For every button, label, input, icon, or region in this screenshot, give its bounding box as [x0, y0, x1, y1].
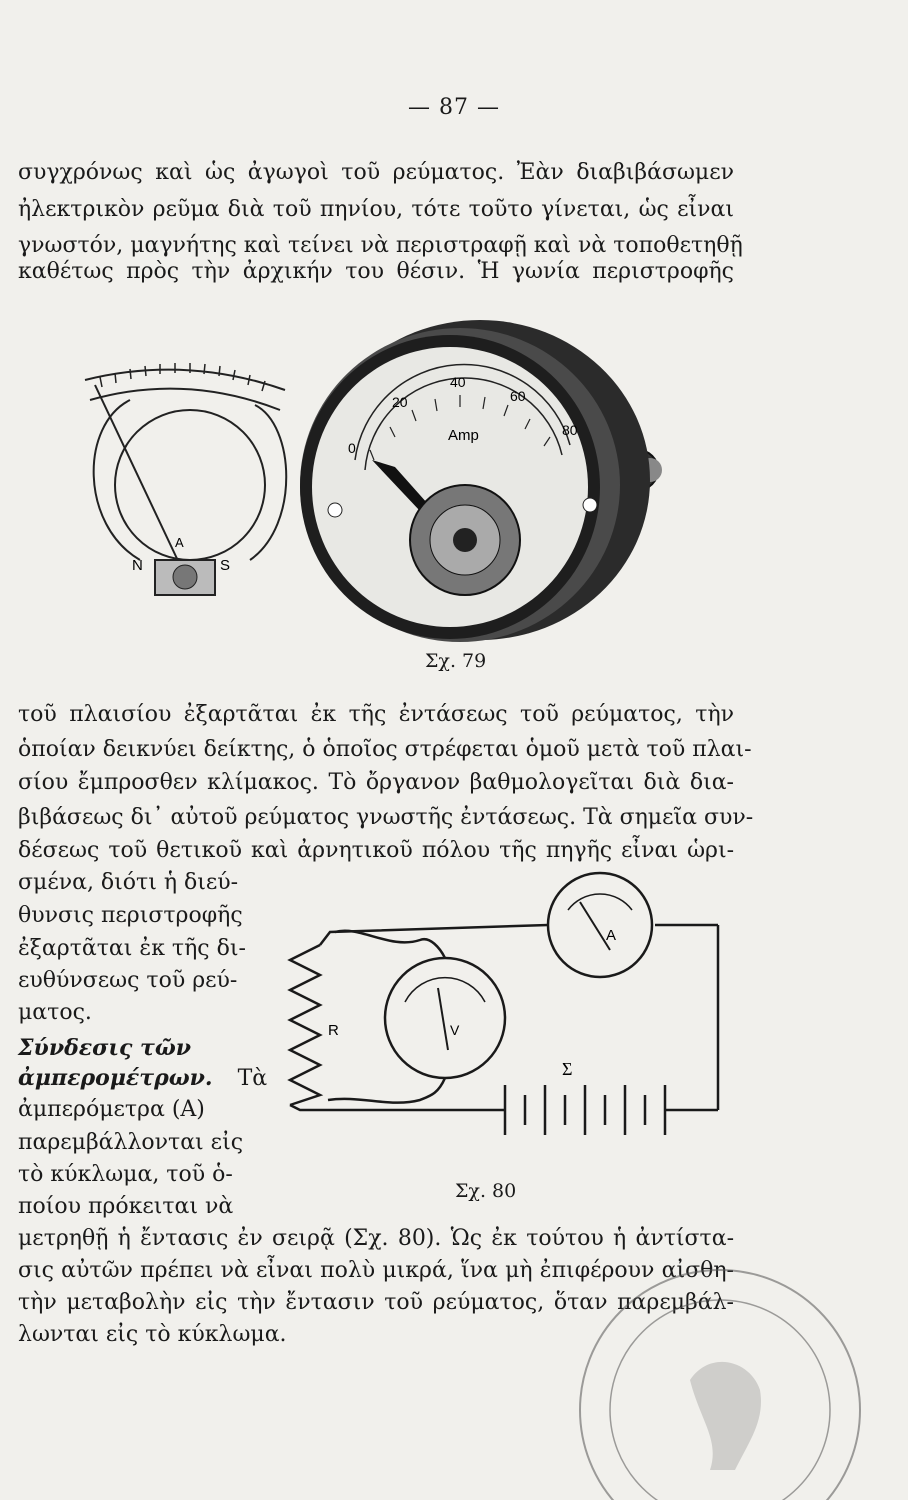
- label-n: N: [132, 557, 143, 574]
- text-line: δέσεως τοῦ θετικοῦ καὶ ἀρνητικοῦ πόλου τῆς πηγῆς εἶναι ὡρι-: [18, 838, 734, 863]
- scale-label-20: 20: [392, 394, 408, 410]
- lead-bottom: [290, 1105, 505, 1110]
- scale-label-60: 60: [510, 388, 526, 404]
- resistor-label: R: [328, 1022, 339, 1039]
- library-stamp: [560, 1260, 860, 1500]
- text-line: ευθύνσεως τοῦ ρεύ-: [18, 968, 238, 993]
- page-number: — 87 —: [408, 95, 500, 120]
- label-s: S: [220, 557, 231, 574]
- ammeter-illustration: [300, 315, 700, 645]
- text-line: βιβάσεως δι᾽ αὐτοῦ ρεύματος γνωστῆς ἐντάσεως. Τὰ σημεῖα συν-: [18, 805, 754, 830]
- scale-label-80: 80: [562, 422, 578, 438]
- text-line: σμένα, διότι ἡ διεύ-: [18, 870, 239, 895]
- screw: [328, 503, 342, 517]
- figure-80-caption: Σχ. 80: [455, 1180, 517, 1202]
- label-a: A: [175, 535, 184, 550]
- text-line: θυνσις περιστροφῆς: [18, 903, 243, 928]
- section-heading: Σύνδεσις τῶν: [18, 1035, 192, 1061]
- scale-label-40: 40: [450, 374, 466, 390]
- text-line: καθέτως πρὸς τὴν ἀρχικήν του θέσιν. Ἡ γωνία περιστροφῆς: [18, 259, 734, 284]
- text-line: τοῦ πλαισίου ἐξαρτᾶται ἐκ τῆς ἐντάσεως τοῦ ρεύματος, τὴν: [18, 702, 734, 727]
- voltmeter-label: V: [450, 1022, 460, 1038]
- text-line: παρεμβάλλονται εἰς: [18, 1130, 244, 1155]
- text-line: γνωστόν, μαγνήτης καὶ τείνει νὰ περιστραφῇ καὶ νὰ τοποθετηθῇ: [18, 233, 743, 258]
- ammeter-label: A: [606, 927, 617, 944]
- text-line: ἀμπερόμετρα (Α): [18, 1097, 205, 1122]
- battery-label: Σ: [562, 1059, 573, 1079]
- text-line: ἠλεκτρικὸν ρεῦμα διὰ τοῦ πηνίου, τότε τοῦτο γίνεται, ὡς εἶναι: [18, 197, 734, 222]
- text-line: ποίου πρόκειται νὰ: [18, 1194, 234, 1219]
- inner-ring: [115, 410, 265, 560]
- voltmeter-lead: [335, 931, 445, 958]
- battery: [505, 1085, 665, 1135]
- text-line: ματος.: [18, 1000, 92, 1025]
- text-line: σίου ἔμπροσθεν κλίμακος. Τὸ ὄργανον βαθμολογεῖται διὰ δια-: [18, 770, 734, 795]
- text-line: λωνται εἰς τὸ κύκλωμα.: [18, 1322, 287, 1347]
- text-line: τὸ κύκλωμα, τοῦ ὁ-: [18, 1162, 233, 1187]
- screw: [583, 498, 597, 512]
- section-heading-continued: ἀμπερομέτρων.: [18, 1065, 213, 1091]
- circuit-diagram: [270, 870, 720, 1150]
- heading-line-2: [18, 1065, 267, 1092]
- paragraph-3-start: Τὰ: [237, 1066, 268, 1091]
- text-line: τὴν μεταβολὴν εἰς τὴν ἔντασιν τοῦ ρεύματος, ὅταν παρεμβάλ-: [18, 1290, 734, 1315]
- text-line: σις αὐτῶν πρέπει νὰ εἶναι πολὺ μικρά, ἵνα μὴ ἐπιφέρουν αἰσθη-: [18, 1258, 734, 1283]
- text-line: ἐξαρτᾶται ἐκ τῆς δι-: [18, 936, 246, 961]
- voltmeter-symbol: [385, 958, 505, 1078]
- text-line: ὁποίαν δεικνύει δείκτης, ὁ ὁποῖος στρέφεται ὁμοῦ μετὰ τοῦ πλαι-: [18, 737, 752, 762]
- text-line: συγχρόνως καὶ ὡς ἀγωγοὶ τοῦ ρεύματος. Ἐὰν διαβιβάσωμεν: [18, 160, 734, 185]
- voltmeter-lead: [328, 1078, 445, 1103]
- ammeter-symbol: [548, 873, 652, 977]
- scale-label-0: 0: [348, 440, 356, 456]
- figure-79-caption: Σχ. 79: [425, 650, 487, 672]
- unit-label: Amp: [448, 427, 479, 444]
- magnet-outline: [94, 400, 287, 560]
- text-line: μετρηθῇ ἡ ἔντασις ἐν σειρᾷ (Σχ. 80). Ὡς ἐκ τούτου ἡ ἀντίστα-: [18, 1226, 734, 1251]
- resistor-r: [290, 945, 320, 1105]
